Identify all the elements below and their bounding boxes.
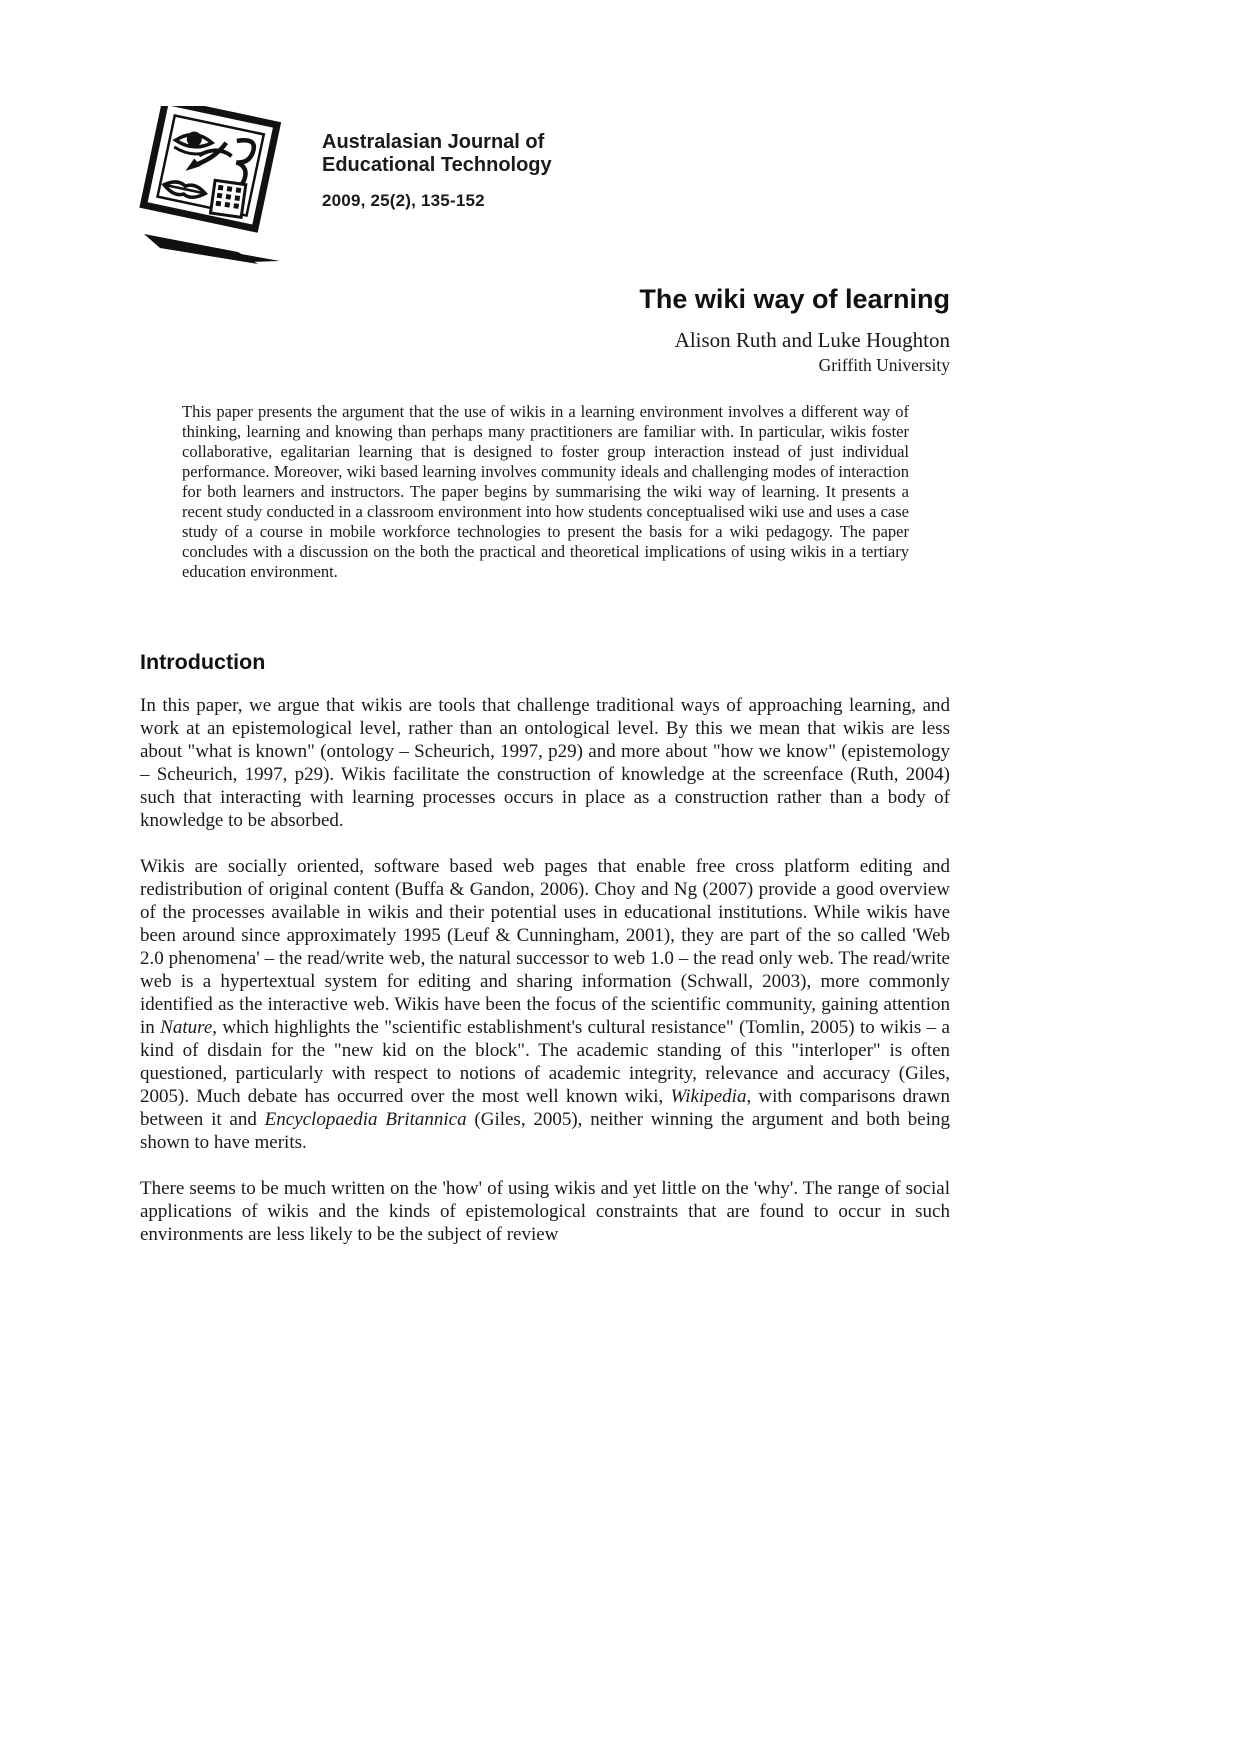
article-affiliation: Griffith University [818,355,950,375]
section-heading-introduction: Introduction [140,650,266,674]
article-title: The wiki way of learning [639,284,950,314]
introduction-paragraph-2: Wikis are socially oriented, software based web pages that enable free cross platform editing and redistribution of original content (Buffa & Gandon, 2006). Choy and Ng (2007) provide a good overview of the processes available in wikis and their potential uses in educational institutions. While wikis have been around since approximately 1995 (Leuf & Cunningham, 2001), they are part of the so called 'Web 2.0 phenomena' – the read/write web, the natural successor to web 1.0 – the read only web. The read/write web is a hypertextual system for editing and sharing information (Schwall, 2003), more commonly identified as the interactive web. Wikis have been the focus of the scientific community, gaining attention in Nature, which highlights the "scientific establishment's cultural resistance" (Tomlin, 2005) to wikis – a kind of disdain for the "new kid on the block". The academic standing of this "interloper" is often questioned, particularly with respect to notions of academic integrity, relevance and accuracy (Giles, 2005). Much debate has occurred over the most well known wiki, Wikipedia, with comparisons drawn between it and Encyclopaedia Britannica (Giles, 2005), neither winning the argument and both being shown to have merits. [140,856,950,1153]
journal-logo-icon [130,106,305,264]
journal-name-line1: Australasian Journal of [322,131,545,153]
journal-header [322,131,552,212]
journal-citation: 2009, 25(2), 135-152 [322,191,485,210]
introduction-paragraph-3: There seems to be much written on the 'how' of using wikis and yet little on the 'why'. The range of social applications of wikis and the kinds of epistemological constraints that are found to occur in such environments are less likely to be the subject of review [140,1178,950,1245]
introduction-paragraph-1: In this paper, we argue that wikis are tools that challenge traditional ways of approaching learning, and work at an epistemological level, rather than an ontological level. By this we mean that wikis are less about "what is known" (ontology – Scheurich, 1997, p29) and more about "how we know" (epistemology – Scheurich, 1997, p29). Wikis facilitate the construction of knowledge at the screenface (Ruth, 2004) such that interacting with learning processes occurs in place as a construction rather than a body of knowledge to be absorbed. [140,695,950,831]
article-authors: Alison Ruth and Luke Houghton [674,328,950,352]
introduction-body [140,694,950,1269]
abstract-text: This paper presents the argument that the use of wikis in a learning environment involves a different way of thinking, learning and knowing than perhaps many practitioners are familiar with. In particular, wikis foster collaborative, egalitarian learning that is designed to foster group interaction instead of just individual performance. Moreover, wiki based learning involves community ideals and challenging modes of interaction for both learners and instructors. The paper begins by summarising the wiki way of learning. It presents a recent study conducted in a classroom environment into how students conceptualised wiki use and uses a case study of a course in mobile workforce technologies to present the basis for a wiki pedagogy. The paper concludes with a discussion on the both the practical and theoretical implications of using wikis in a tertiary education environment. [182,402,909,581]
journal-name-line2: Educational Technology [322,154,552,176]
title-block [140,284,950,375]
